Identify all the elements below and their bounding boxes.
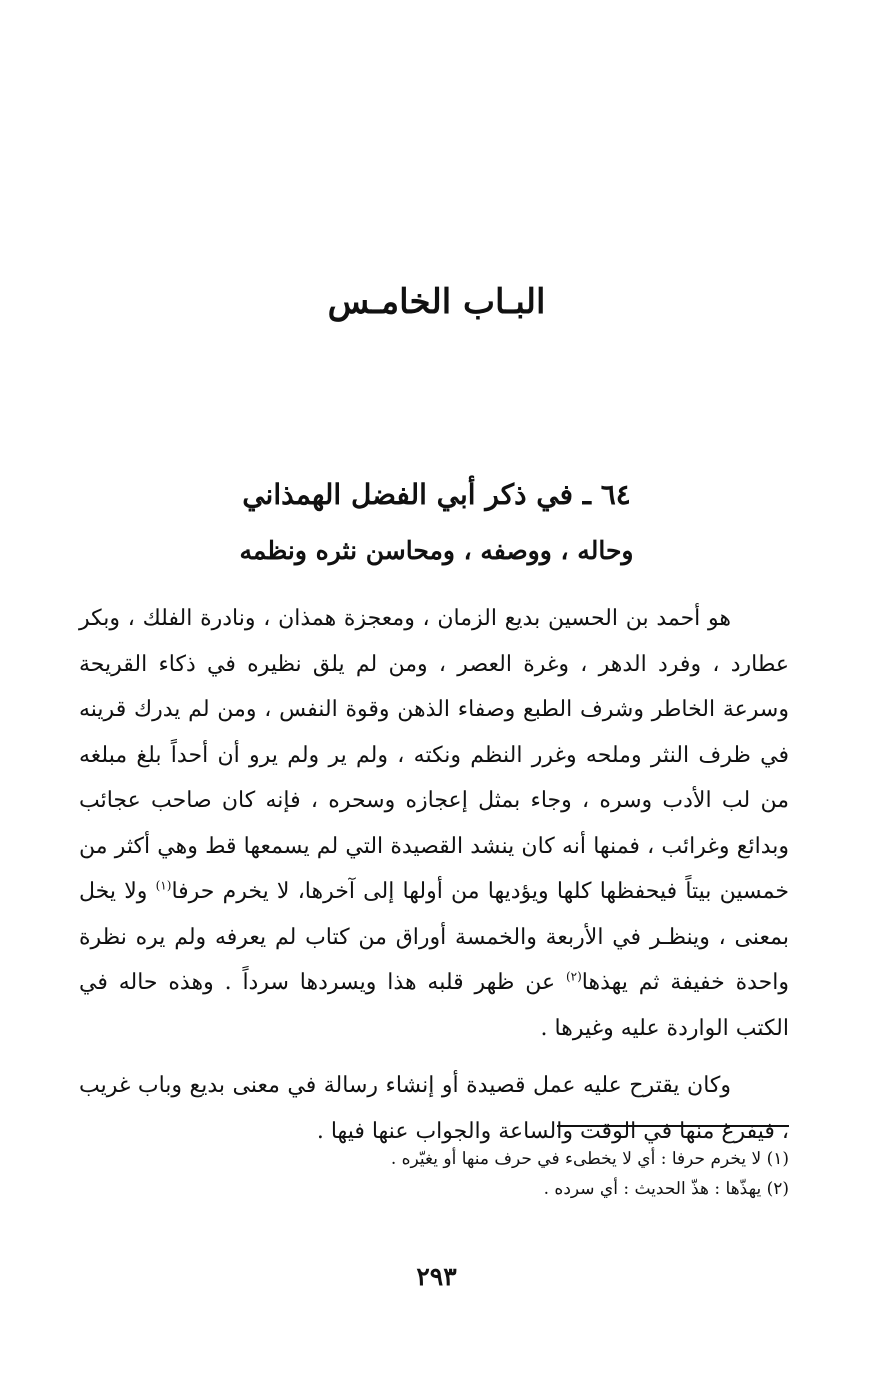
page-number: ٢٩٣ — [416, 1262, 457, 1291]
paragraph-1-text-a: هو أحمد بن الحسين بديع الزمان ، ومعجزة همذان ، ونادرة الفلك ، وبكر عطارد ، وفرد الدهر ، وغرة العصر ، ومن لم يلق نظيره في ذكاء القريحة وسرعة الخاطر وشرف الطبع وصفاء الذهن وقوة النفس ، ومن لم يدرك قرينه في ظرف النثر وملحه وغرر النظم ونكته ، ولم ير ولم يرو أن أحداً بلغ مبلغه من لب الأدب وسره ، وجاء بمثل إعجازه وسحره ، فإنه كان صاحب عجائب وبدائع وغرائب ، فمنها أنه كان ينشد القصيدة التي لم يسمعها قط وهي أكثر من خمسين بيتاً فيحفظها كلها ويؤديها من أولها إلى آخرها، لا يخرم حرفا — [79, 606, 789, 904]
chapter-title: البـاب الخامـس — [327, 282, 546, 322]
footnotes — [79, 1144, 789, 1204]
body-text — [79, 596, 789, 1154]
paragraph-2: وكان يقترح عليه عمل قصيدة أو إنشاء رسالة في معنى بديع وباب غريب ، فيفرغ منها في الوقت والساعة والجواب عنها فيها . — [79, 1073, 789, 1144]
section-subtitle: وحاله ، ووصفه ، ومحاسن نثره ونظمه — [239, 536, 634, 565]
footnote-ref-1: (١) — [155, 878, 172, 893]
footnote-divider — [557, 1125, 789, 1127]
footnote-ref-2: (٢) — [565, 969, 582, 984]
footnote-2: (٢) يهذّها : هذّ الحديث : أي سرده . — [543, 1179, 789, 1199]
paragraph-1 — [79, 596, 789, 1051]
paragraph-1-text-c: عن ظهر قلبه هذا ويسردها سرداً . وهذه حاله في الكتب الواردة عليه وغيرها . — [79, 970, 789, 1041]
paragraph-1-text-b: ولا يخل بمعنى ، وينظـر في الأربعة والخمسة أوراق من كتاب لم يعرفه ولم يره نظرة واحدة خفيفة ثم يهذها — [79, 879, 790, 995]
footnote-1: (١) لا يخرم حرفا : أي لا يخطىء في حرف منها أو يغيّره . — [390, 1149, 789, 1169]
section-title: ٦٤ ـ في ذكر أبي الفضل الهمذاني — [242, 478, 631, 511]
